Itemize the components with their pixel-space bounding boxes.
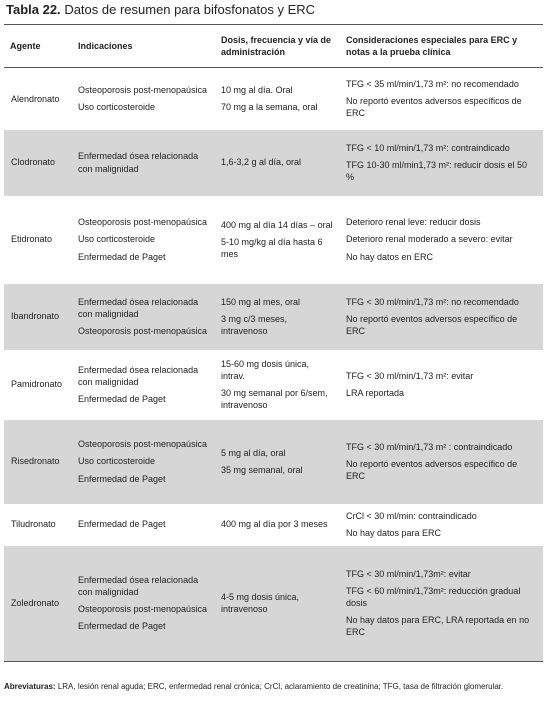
header-doses: Dosis, frecuencia y vía de administración: [215, 25, 340, 68]
cell-doses: [215, 284, 340, 350]
cell-agent: Pamidronato: [11, 379, 63, 390]
cell-notes: [340, 68, 543, 130]
cell-indications: [72, 68, 215, 130]
note-item: No hay datos para ERC: [346, 528, 442, 538]
indication-item: Enfermedad de Paget: [78, 251, 166, 262]
bisphosphonate-table: [4, 24, 543, 662]
note-item: TFG < 30 ml/min/1,73 m² : contraindicado: [346, 441, 513, 452]
indication-item: Uso corticosteroide: [78, 234, 156, 245]
cell-notes: [340, 546, 543, 662]
note-item: Deterioro renal moderado a severo: evitar: [346, 234, 513, 245]
table-row: [4, 284, 543, 350]
table-row: [4, 350, 543, 420]
dose-item: 1,6-3,2 g al día, oral: [221, 157, 302, 168]
note-item: TFG < 60 ml/min/1,73m²: reducción gradual dosis: [346, 586, 521, 609]
indication-item: Osteoporosis post-menopaúsica: [78, 604, 208, 615]
note-item: TFG < 30 ml/min/1,73 m²: evitar: [346, 370, 474, 381]
indication-item: Osteoporosis post-menopaúsica: [78, 326, 208, 337]
cell-doses: [215, 504, 340, 546]
cell-indications: [72, 350, 215, 420]
note-item: No reportó eventos adversos específico de ERC: [346, 313, 518, 337]
abbreviations-note: [4, 682, 543, 691]
cell-indications: [72, 420, 215, 504]
dose-item: 400 mg al día 14 días – oral: [221, 219, 333, 230]
note-item: TFG < 30 ml/min/1,73 m²: no recomendado: [346, 296, 519, 307]
cell-notes: [340, 284, 543, 350]
note-item: TFG < 10 ml/min/1,73 m²: contraindicado: [346, 142, 510, 153]
note-item: No hay datos para ERC, LRA reportada en no ERC: [346, 615, 530, 638]
cell-notes: [340, 130, 543, 196]
cell-doses: [215, 350, 340, 420]
dose-item: 15-60 mg dosis única, intrav.: [221, 358, 310, 381]
indication-item: Uso corticosteroide: [78, 456, 156, 467]
indication-item: Enfermedad ósea relacionada con malignidad: [78, 574, 199, 598]
table-row: [4, 420, 543, 504]
cell-agent: Ibandronato: [4, 284, 72, 350]
note-item: TFG 10-30 ml/min1,73 m²: reducir dosis el 50 %: [346, 159, 528, 183]
table-row: [4, 504, 543, 546]
indication-item: Enfermedad de Paget: [78, 621, 166, 632]
indication-item: Enfermedad de Paget: [78, 473, 166, 484]
cell-indications: [72, 130, 215, 196]
cell-agent: Tiludronato: [11, 519, 56, 530]
dose-item: 5-10 mg/kg al día hasta 6 mes: [221, 236, 323, 260]
note-item: No reportó eventos adversos específico de ERC: [346, 458, 518, 482]
cell-indications: [72, 546, 215, 662]
indication-item: Osteoporosis post-menopaúsica: [78, 439, 208, 450]
note-item: CrCl < 30 ml/min: contraindicado: [346, 510, 477, 521]
cell-agent: Alendronato: [11, 93, 60, 104]
header-agent: Agente: [4, 25, 72, 68]
table-row: [4, 68, 543, 130]
note-item: No hay datos en ERC: [346, 251, 434, 262]
indication-item: Enfermedad de Paget: [78, 519, 166, 530]
table-row: [4, 546, 543, 662]
note-item: LRA reportada: [346, 388, 405, 398]
cell-notes: [340, 196, 543, 284]
dose-item: 35 mg semanal, oral: [221, 465, 303, 475]
header-row: [4, 25, 543, 68]
cell-doses: [215, 420, 340, 504]
cell-doses: [215, 546, 340, 662]
table-row: [4, 130, 543, 196]
cell-notes: [340, 420, 543, 504]
cell-doses: [215, 130, 340, 196]
indication-item: Enfermedad ósea relacionada con malignidad: [78, 151, 199, 174]
cell-agent: Clodronato: [4, 130, 72, 196]
note-item: No reportó eventos adversos específicos de ERC: [346, 96, 522, 119]
cell-doses: [215, 196, 340, 284]
table-body: [4, 68, 543, 662]
dose-item: 30 mg semanal por 6/sem, intravenoso: [221, 388, 328, 411]
table-title-label: Tabla 22.: [6, 2, 61, 17]
dose-item: 3 mg c/3 meses, intravenoso: [221, 313, 288, 337]
dose-item: 10 mg al día. Oral: [221, 85, 293, 96]
abbreviations-label: Abreviaturas:: [4, 682, 56, 691]
cell-doses: [215, 68, 340, 130]
note-item: TFG < 35 ml/min/1,73 m²: no recomendado: [346, 79, 519, 90]
cell-indications: [72, 196, 215, 284]
note-item: Deterioro renal leve: reducir dosis: [346, 217, 481, 228]
cell-notes: [340, 350, 543, 420]
table-row: [4, 196, 543, 284]
cell-notes: [340, 504, 543, 546]
dose-item: 70 mg a la semana, oral: [221, 102, 318, 113]
dose-item: 150 mg al mes, oral: [221, 296, 301, 307]
table-title-text: Datos de resumen para bifosfonatos y ERC: [64, 2, 316, 17]
header-notes: Consideraciones especiales para ERC y notas a la prueba clínica: [340, 25, 543, 68]
note-item: TFG < 30 ml/min/1,73m²: evitar: [346, 568, 471, 579]
header-indications: Indicaciones: [72, 25, 215, 68]
indication-item: Uso corticosteroide: [78, 102, 156, 113]
indication-item: Osteoporosis post-menopaúsica: [78, 85, 208, 96]
dose-item: 400 mg al día por 3 meses: [221, 519, 328, 530]
table-title: [6, 2, 315, 17]
dose-item: 5 mg al día, oral: [221, 447, 286, 458]
indication-item: Osteoporosis post-menopaúsica: [78, 217, 208, 228]
cell-agent: Etidronato: [11, 234, 53, 245]
cell-agent: Risedronato: [4, 420, 72, 504]
cell-indications: [72, 284, 215, 350]
cell-agent: Zoledronato: [4, 546, 72, 662]
indication-item: Enfermedad ósea relacionada con malignidad: [78, 364, 199, 387]
abbreviations-text: LRA, lesión renal aguda; ERC, enfermedad renal crónica; CrCl, aclaramiento de creatinina; TFG, tasa de filtración glomerular.: [57, 682, 504, 691]
dose-item: 4-5 mg dosis única, intravenoso: [221, 592, 300, 615]
cell-indications: [72, 504, 215, 546]
indication-item: Enfermedad de Paget: [78, 394, 166, 405]
indication-item: Enfermedad ósea relacionada con malignidad: [78, 296, 199, 319]
